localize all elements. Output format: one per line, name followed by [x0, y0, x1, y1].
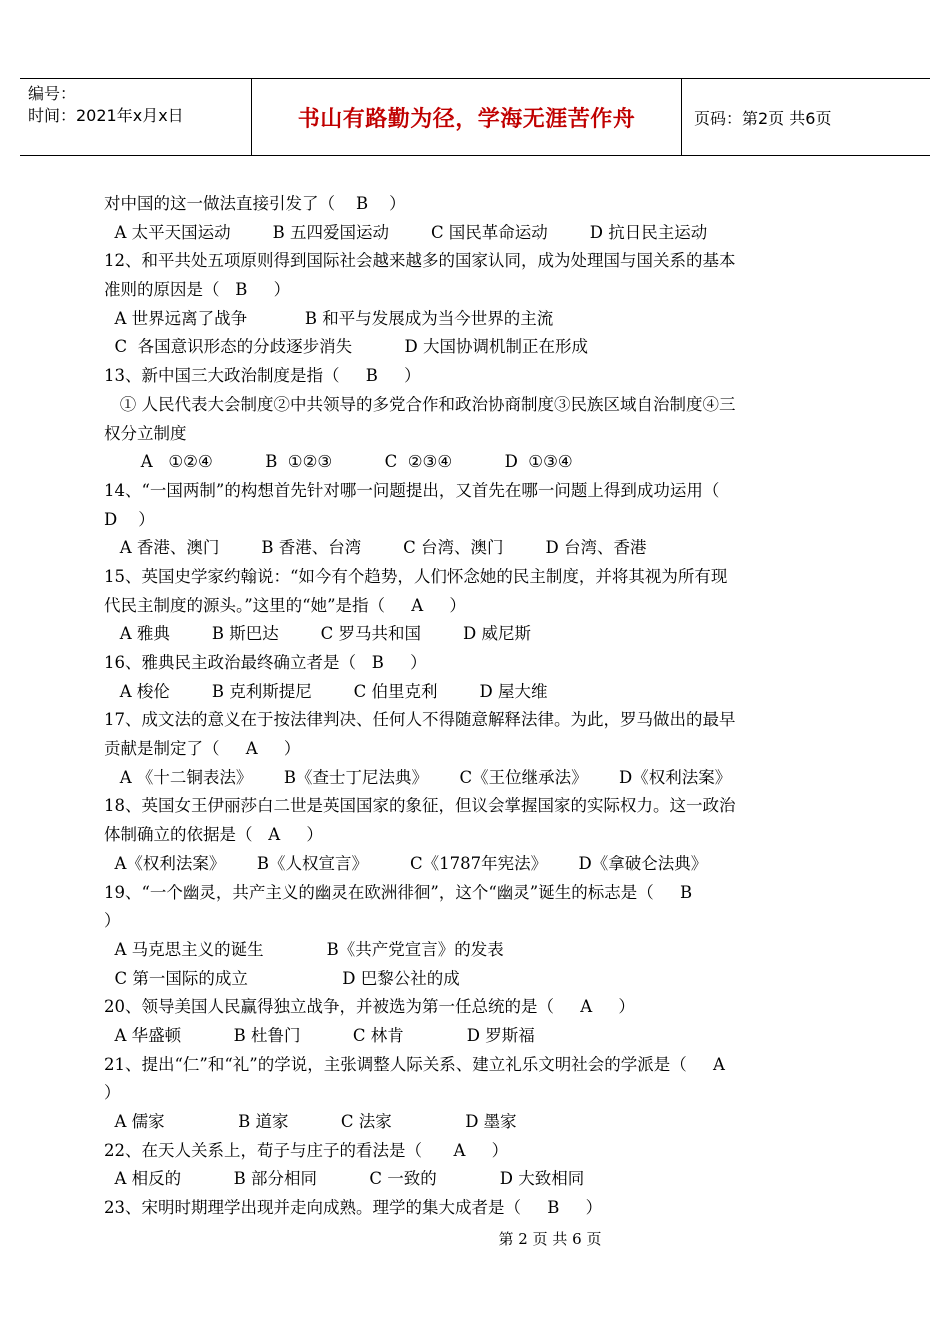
- text-line: A 太平天国运动 B 五四爱国运动 C 国民革命运动 D 抗日民主运动: [104, 222, 708, 242]
- header-motto-cell: [252, 79, 682, 155]
- text-line: ）: [104, 911, 121, 931]
- text-line: A《权利法案》 B《人权宣言》 C《1787年宪法》 D《拿破仑法典》: [104, 853, 708, 873]
- text-line: 17、成文法的意义在于按法律判决、任何人不得随意解释法律。为此，罗马做出的最早: [104, 710, 736, 730]
- text-line: 18、英国女王伊丽莎白二世是英国国家的象征，但议会掌握国家的实际权力。这一政治: [104, 796, 736, 816]
- header-page-cell: [682, 79, 930, 155]
- header-meta: [20, 79, 252, 155]
- text-line: 13、新中国三大政治制度是指（ B ）: [104, 366, 421, 386]
- text-line: A 华盛顿 B 杜鲁门 C 林肯 D 罗斯福: [104, 1025, 535, 1045]
- text-line: 贡献是制定了（ A ）: [104, 739, 301, 759]
- text-line: 23、宋明时期理学出现并走向成熟。理学的集大成者是（ B ）: [104, 1198, 603, 1218]
- text-line: 21、提出“仁”和“礼”的学说，主张调整人际关系、建立礼乐文明社会的学派是（ A: [104, 1054, 725, 1074]
- text-line: 准则的原因是（ B ）: [104, 280, 291, 300]
- question-list: [104, 190, 850, 1223]
- header-page-number: 页码：第2页 共6页: [694, 108, 832, 128]
- page-header: [20, 78, 930, 156]
- text-line: A 《十二铜表法》 B《查士丁尼法典》 C《王位继承法》 D《权利法案》: [104, 767, 732, 787]
- text-line: A 儒家 B 道家 C 法家 D 墨家: [104, 1112, 517, 1131]
- text-line: A 雅典 B 斯巴达 C 罗马共和国 D 威尼斯: [104, 624, 531, 644]
- text-line: 22、在天人关系上，荀子与庄子的看法是（ A ）: [104, 1140, 509, 1160]
- text-line: A 相反的 B 部分相同 C 一致的 D 大致相同: [104, 1169, 585, 1189]
- text-line: A 世界远离了战争 B 和平与发展成为当今世界的主流: [104, 308, 554, 328]
- text-line: 19、“一个幽灵，共产主义的幽灵在欧洲徘徊”，这个“幽灵”诞生的标志是（ B: [104, 882, 693, 902]
- footer-page-number: 第 2 页 共 6 页: [498, 1230, 602, 1248]
- text-line: C 第一国际的成立 D 巴黎公社的成: [104, 968, 460, 988]
- text-line: 14、“一国两制”的构想首先针对哪一问题提出，又首先在哪一问题上得到成功运用（: [104, 480, 720, 500]
- text-line: 20、领导美国人民赢得独立战争，并被选为第一任总统的是（ A ）: [104, 997, 635, 1017]
- text-line: C 各国意识形态的分歧逐步消失 D 大国协调机制正在形成: [104, 337, 589, 357]
- text-line: 体制确立的依据是（ A ）: [104, 825, 323, 845]
- text-line: 15、英国史学家约翰说：“如今有个趋势，人们怀念她的民主制度，并将其视为所有现: [104, 566, 728, 586]
- header-motto: 书山有路勤为径，学海无涯苦作舟: [297, 106, 636, 132]
- text-line: D ）: [104, 509, 155, 529]
- document-time: 时间：2021年x月x日: [28, 106, 184, 125]
- text-line: A 马克思主义的诞生 B《共产党宣言》的发表: [104, 939, 504, 959]
- text-line: 对中国的这一做法直接引发了（ B ）: [104, 194, 406, 213]
- text-line: 12、和平共处五项原则得到国际社会越来越多的国家认同，成为处理国与国关系的基本: [104, 251, 736, 271]
- text-line: 代民主制度的源头。”这里的“她”是指（ A ）: [104, 595, 466, 615]
- text-line: A ①②④ B ①②③ C ②③④ D ①③④: [104, 452, 573, 472]
- document-number: 编号：: [28, 84, 77, 103]
- text-line: ）: [104, 1083, 121, 1103]
- text-line: 权分立制度: [104, 423, 187, 443]
- text-line: 16、雅典民主政治最终确立者是（ B ）: [104, 653, 427, 672]
- text-line: A 香港、澳门 B 香港、台湾 C 台湾、澳门 D 台湾、香港: [104, 538, 647, 558]
- text-line: ① 人民代表大会制度②中共领导的多党合作和政治协商制度③民族区域自治制度④三: [104, 394, 736, 414]
- text-line: A 梭伦 B 克利斯提尼 C 伯里克利 D 屋大维: [104, 681, 548, 701]
- page-footer: [0, 1228, 950, 1249]
